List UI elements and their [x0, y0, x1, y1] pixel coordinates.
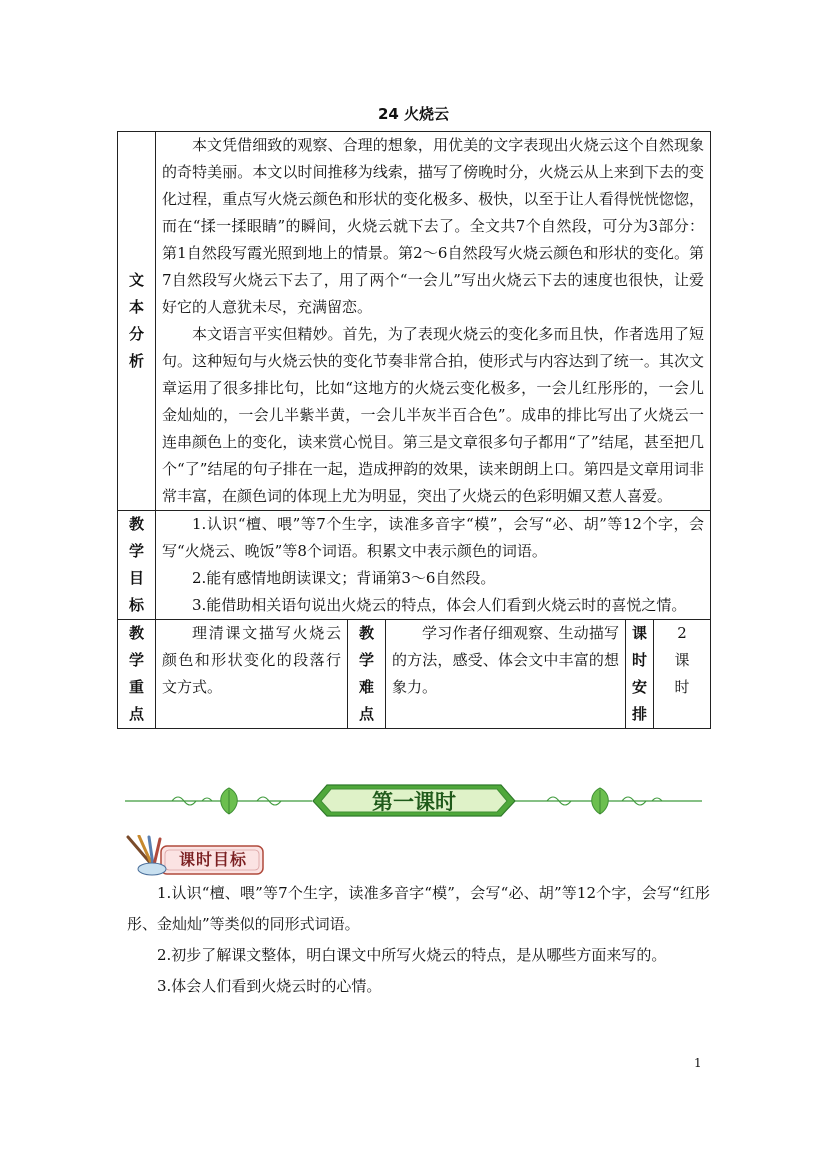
focus-header: 教 学 重 点: [118, 620, 156, 729]
goals-content: [156, 511, 711, 620]
analysis-paragraph: 本文凭借细致的观察、合理的想象，用优美的文字表现出火烧云这个自然现象的奇特美丽。本文以时间推移为线索，描写了傍晚时分，火烧云从上来到下去的变化过程，重点写火烧云颜色和形状的变化极多、极快，以至于让人看得恍恍惚惚，而在“揉一揉眼睛”的瞬间，火烧云就下去了。全文共7个自然段，可分为3部分：第1自然段写霞光照到地上的情景。第2～6自然段写火烧云颜色和形状的变化。第7自然段写火烧云下去了，用了两个“一会儿”写出火烧云下去的速度也很快，让爱好它的人意犹未尽，充满留恋。: [162, 136, 705, 316]
goal-item: 3.能借助相关语句说出火烧云的特点，体会人们看到火烧云时的喜悦之情。: [192, 596, 687, 614]
lesson-plan-table: [117, 131, 711, 729]
objective-item: 3.体会人们看到火烧云时的心情。: [157, 977, 382, 995]
objective-item: 2.初步了解课文整体，明白课文中所写火烧云的特点，是从哪些方面来写的。: [157, 946, 667, 964]
goals-header: 教 学 目 标: [118, 511, 156, 620]
goal-item: 1.认识“檀、喂”等7个生字，读准多音字“模”，会写“必、胡”等12个字，会写“火烧云、晚饭”等8个词语。积累文中表示颜色的词语。: [162, 515, 705, 560]
analysis-paragraph: 本文语言平实但精妙。首先，为了表现火烧云的变化多而且快，作者选用了短句。这种短句与火烧云快的变化节奏非常合拍，使形式与内容达到了统一。其次文章运用了很多排比句，比如“这地方的火烧云变化极多，一会儿红彤彤的，一会儿金灿灿的，一会儿半紫半黄，一会儿半灰半百合色”。成串的排比写出了火烧云一连串颜色上的变化，读来赏心悦目。第三是文章很多句子都用“了”结尾，甚至把几个“了”结尾的句子排在一起，造成押韵的效果，读来朗朗上口。第四是文章用词非常丰富，在颜色词的体现上尤为明显，突出了火烧云的色彩明媚又惹人喜爱。: [162, 325, 705, 505]
analysis-header: 文 本 分 析: [118, 132, 156, 511]
difficulty-content: 学习作者仔细观察、生动描写的方法，感受、体会文中丰富的想象力。: [386, 620, 626, 729]
focus-row: [118, 620, 711, 729]
schedule-content: 2 课 时: [654, 620, 711, 729]
objectives-label: 课时目标: [178, 850, 247, 869]
page-title: 24 火烧云: [377, 105, 450, 123]
objective-item: 1.认识“檀、喂”等7个生字，读准多音字“模”，会写“必、胡”等12个字，会写“红彤彤、金灿灿”等类似的同形式词语。: [127, 884, 710, 933]
analysis-content: [156, 132, 711, 511]
focus-content: 理清课文描写火烧云颜色和形状变化的段落行文方式。: [156, 620, 348, 729]
banner-label: 第一课时: [372, 790, 456, 814]
banner-decoration: [117, 780, 710, 820]
goals-row: [118, 511, 711, 620]
schedule-header: 课 时 安 排: [626, 620, 654, 729]
lesson-objectives: [127, 878, 710, 1002]
page-number: 1: [694, 1056, 702, 1070]
difficulty-header: 教 学 难 点: [348, 620, 386, 729]
goal-item: 2.能有感情地朗读课文；背诵第3～6自然段。: [192, 569, 496, 587]
analysis-row: [118, 132, 711, 511]
lesson-period-banner: [117, 780, 710, 820]
